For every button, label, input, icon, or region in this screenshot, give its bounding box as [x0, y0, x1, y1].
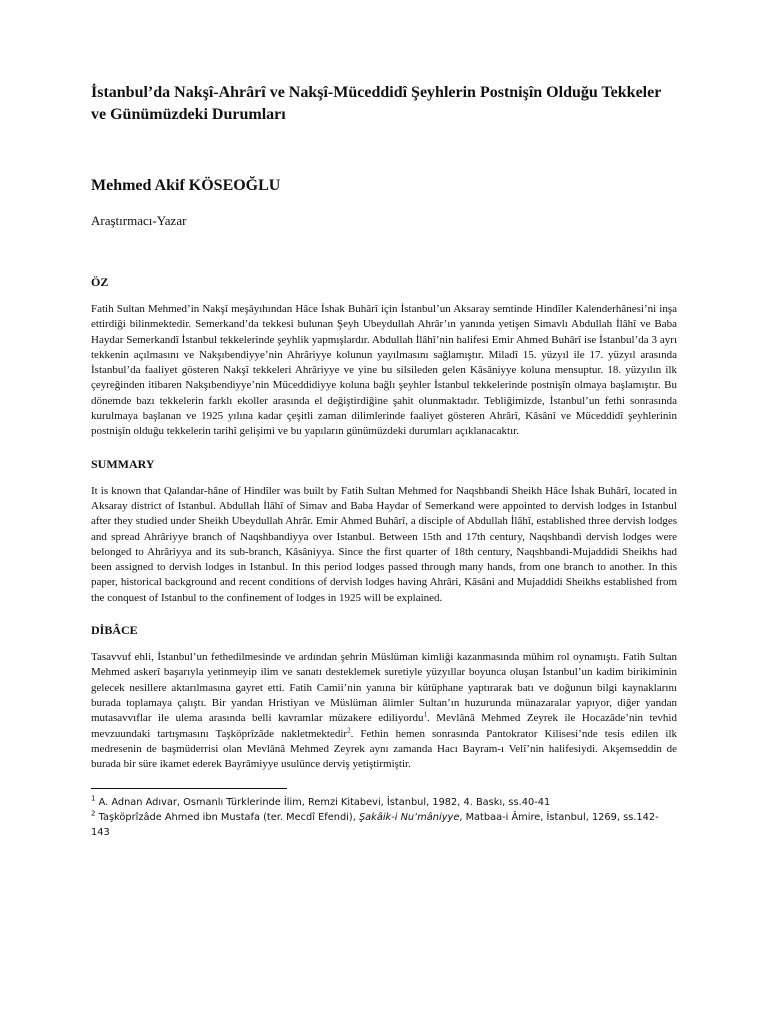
footnote-divider [91, 788, 287, 789]
summary-heading: SUMMARY [91, 456, 155, 471]
footnote-2-text-post: , Matbaa-i Âmire, İstanbul, 1269, ss.142-143 [91, 812, 659, 839]
paper-title: İstanbul’da Nakşî-Ahrârî ve Nakşî-Müceddidî Şeyhlerin Postnişîn Olduğu Tekkeler ve Günümüzdeki Durumları [91, 84, 662, 123]
paper-page [91, 82, 677, 840]
dibace-heading: DİBÂCE [91, 623, 138, 638]
footnote-2 [91, 810, 677, 840]
dibace-text-part1: Tasavvuf ehli, İstanbul’un fethedilmesinde ve ardından şehrin Müslüman kimliği kazanmasında mühim rol oynamıştı. Fatih Sultan Mehmed askerî başarıyla yetinmeyip ilim ve sanatı desteklemek suretiyle yüzyıllar boyunca oluşan İstanbul’un kadim birikiminin gelecek nesillere aktarılmasına gayret etti. Fatih Camii’nin yanına bir kütüphane yaptırarak batı ve doğunun bilgi kaynaklarını burada toplamaya çalıştı. Bir yandan Hristiyan ve Müslüman âlimler Sultan’ın huzurunda münazaralar yapıyor, diğer yandan mutasavvıflar ile ulema arasında belli kavramlar müzakere ediliyordu [91, 651, 677, 725]
footnote-1-number: 1 [91, 795, 96, 804]
summary-abstract: It is known that Qalandar-hâne of Hindîler was built by Fatih Sultan Mehmed for Naqshbandi Sheikh Hâce İshak Buhârî, located in Aksaray district of Istanbul. Abdullah İlâhî of Simav and Baba Haydar of Semerkand were appointed to dervish lodges in Istanbul after they studied under Sheikh Ubeydullah Ahrâr. Emir Ahmed Buhârî, a disciple of Abdullah İlâhî, established three dervish lodges and spread Ahrâriyye branch of Naqshbandiyya over Istanbul. Between 15th and 17th century, Naqshbandi dervish lodges were belonged to Ahrâriyya and its sub-branch, Kâsâniyya. Since the first quarter of 18th century, Naqshbandi-Mujaddidi Sheikhs had been assigned to dervish lodges in Istanbul. In this period lodges passed through many hands, from one branch to another. In this paper, historical background and recent conditions of dervish lodges having Ahrâri, Kâsâni and Mujaddidi Sheikhs established from the conquest of Istanbul to the confinement of lodges in 1925 will be explained. [91, 484, 677, 604]
author-name: Mehmed Akif KÖSEOĞLU [91, 177, 281, 194]
footnote-2-number: 2 [91, 810, 96, 819]
oz-abstract: Fatih Sultan Mehmed’in Nakşî meşâyıhından Hâce İshak Buhârî için İstanbul’un Aksaray semtinde Hindîler Kalenderhânesi’ni inşa ettirdiği bilinmektedir. Semerkand’da tekkesi bulunan Şeyh Ubeydullah Ahrâr’ın yanında yetişen Simavlı Abdullah İlâhî ve Baba Haydar Semerkandî İstanbul tekkelerinde şeyhlik yapmışlardır. Abdullah İlâhî’nin halifesi Emir Ahmed Buhârî ise İstanbul’da 3 ayrı tekkenin açılmasını ve Nakşıbendiyye’nin Ahrâriyye kolunun yayılmasını sağlamıştır. Miladî 15. yüzyıl ile 17. yüzyıl arasında İstanbul’da faaliyet gösteren Nakşî tekkeleri Ahrâriyye ve yine bu silsileden gelen Kâsâniyye koluna mensuptur. 18. yüzyılın ilk çeyreğinden itibaren Nakşıbendiyye’nin Müceddidiyye koluna bağlı şeyhler İstanbul tekkelerinde postnişîn olmaya başlamıştır. Bu dönemde bazı tekkelerin farklı ekoller arasında el değiştirdiğine şahit olunmaktadır. Tebliğimizde, İstanbul’un fethi sonrasında kurulmaya başlanan ve 1925 yılına kadar çeşitli zaman dilimlerinde faaliyet gösteren Ahrârî, Kâsânî ve Müceddidî şeyhlerinin postnişîn olduğu tekkelerin tarihî gelişimi ve bu yapıların günümüzdeki durumları açıklanacaktır. [91, 303, 677, 438]
footnote-ref-1[interactable]: 1 [423, 710, 428, 719]
dibace-paragraph [91, 650, 677, 772]
author-affiliation: Araştırmacı-Yazar [91, 213, 187, 228]
dibace-text-part2: . Mevlânâ Mehmed Zeyrek ile Hocazâde’nin tevhid mevzuundaki tartışmasını Taşköprîzâde nakletmektedir [91, 712, 677, 740]
footnote-ref-2[interactable]: 2 [347, 725, 351, 734]
footnote-1-text: A. Adnan Adıvar, Osmanlı Türklerinde İlim, Remzi Kitabevi, İstanbul, 1982, 4. Baskı, ss.40-41 [95, 797, 551, 809]
footnote-2-text-pre: Taşköprîzâde Ahmed ibn Mustafa (ter. Mecdî Efendi), [95, 812, 359, 824]
oz-heading: ÖZ [91, 275, 109, 289]
dibace-text-part3: . Fethin hemen sonrasında Pantokrator Kilisesi’nde tesis edilen ilk medresenin de başmüderrisi olan Mevlânâ Mehmed Zeyrek aynı zamanda Hacı Bayram-ı Velî’nin halifesiydi. Akşemseddin de burada bir süre ikamet ederek Bayrâmiyye usulünce derviş yetiştirmiştir. [91, 727, 677, 771]
footnote-1 [91, 795, 677, 810]
footnote-2-book-title: Şakâik-i Nu‘mâniyye [358, 812, 460, 824]
